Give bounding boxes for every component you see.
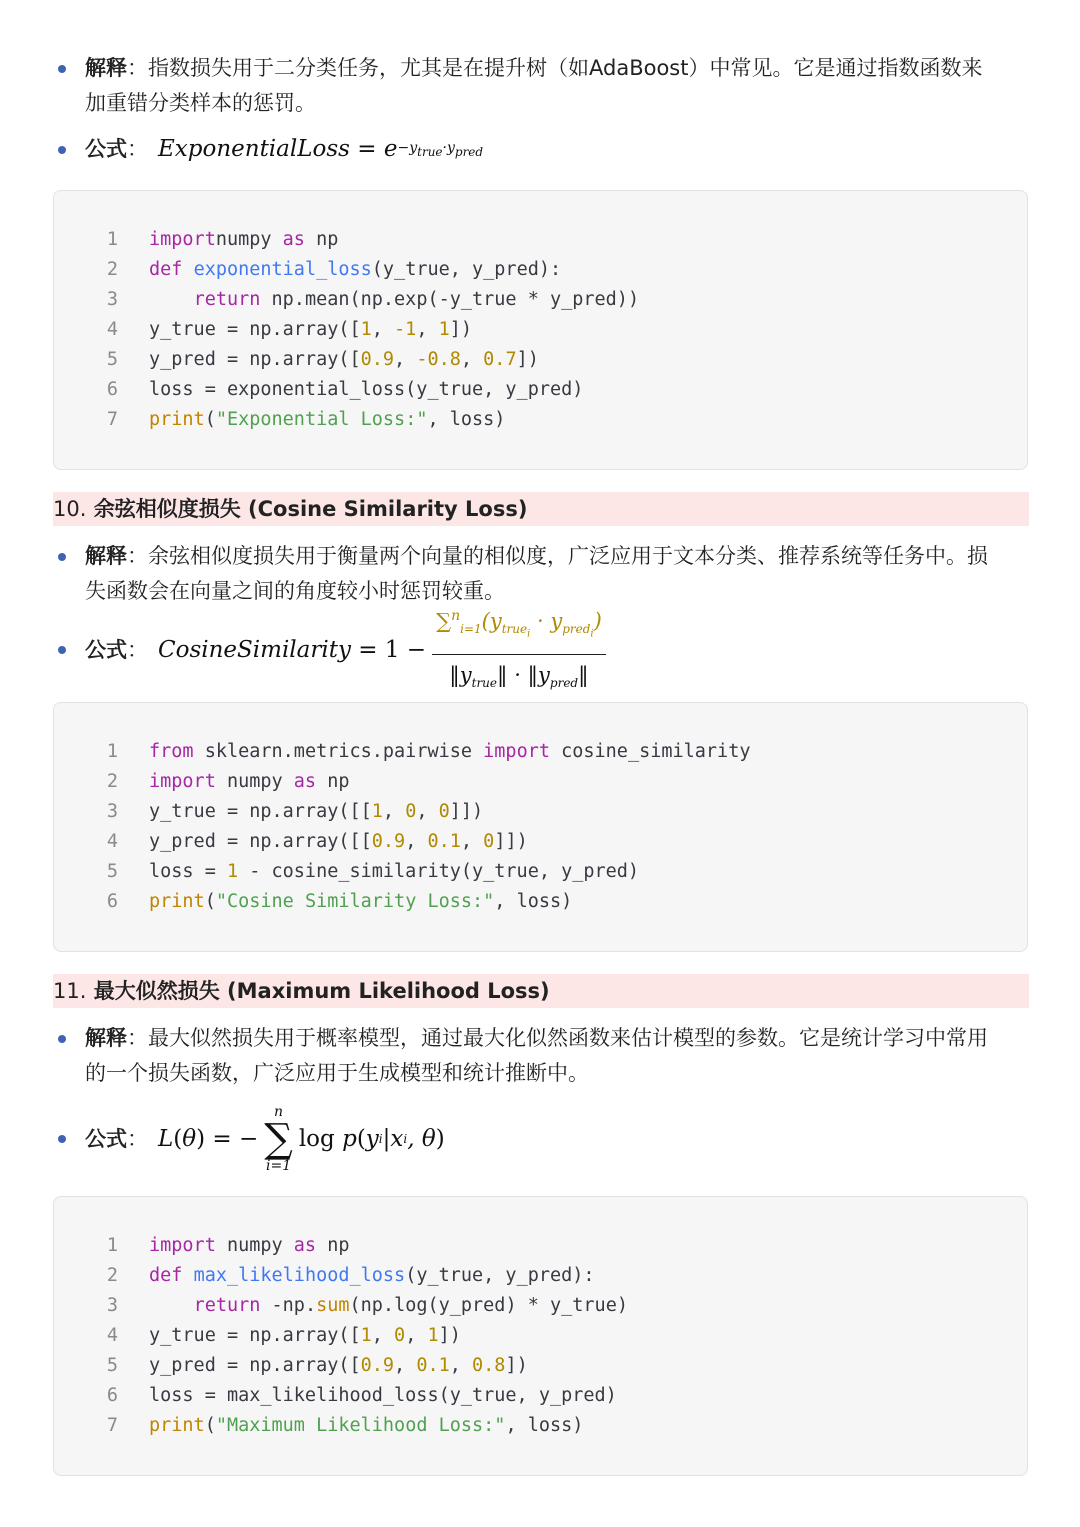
code-token: ,: [405, 831, 428, 852]
code-token: return: [193, 1295, 261, 1316]
formula-item: [55, 607, 1030, 691]
heading-number: 11.: [53, 979, 87, 1003]
code-token: 0.7: [483, 349, 517, 370]
code-token: -1: [394, 319, 417, 340]
code-token: 1: [427, 1325, 439, 1346]
code-token: numpy: [215, 1235, 294, 1256]
code-token: 1: [360, 1325, 372, 1346]
code-text: [149, 1261, 595, 1291]
code-token: ]): [505, 1355, 528, 1376]
formula-item: [55, 1100, 1030, 1178]
code-token: from: [149, 741, 194, 762]
code-text: [149, 375, 583, 405]
line-number: 5: [106, 349, 118, 370]
formula-label: 公式: [85, 637, 127, 662]
explanation-item: [55, 1021, 1030, 1091]
code-token: y_pred = np.array([[: [149, 831, 372, 852]
code-token: 0: [438, 801, 450, 822]
code-token: , loss): [505, 1415, 584, 1436]
code-token: exponential_loss: [193, 259, 372, 280]
code-token: import: [149, 1235, 216, 1256]
code-token: 0.9: [360, 1355, 395, 1376]
formula-label: 公式: [85, 137, 127, 162]
code-token: ,: [371, 1325, 395, 1346]
code-text: [149, 315, 472, 345]
code-token: def: [149, 259, 194, 280]
line-number: 1: [106, 741, 118, 762]
line-number: 3: [106, 289, 118, 310]
code-token: ,: [394, 1355, 417, 1376]
code-token: ]): [438, 1325, 461, 1346]
code-token: y_pred = np.array([: [149, 1355, 361, 1376]
explain-text: ：余弦相似度损失用于衡量两个向量的相似度，广泛应用于文本分类、推荐系统等任务中。损: [127, 544, 988, 568]
code-text: [149, 767, 350, 797]
code-token: def: [149, 1265, 194, 1286]
code-token: ]): [449, 319, 473, 340]
code-token: 0.9: [371, 831, 406, 852]
line-number: 7: [106, 409, 118, 430]
code-token: np.mean(np.exp(-y_true * y_pred)): [260, 289, 640, 310]
line-number: 3: [106, 1295, 118, 1316]
formula-label: 公式: [85, 1126, 127, 1151]
formula-colon: ：: [127, 1126, 148, 1151]
line-number: 3: [106, 801, 118, 822]
code-token: print: [149, 409, 205, 430]
bullet-dot: [58, 1035, 66, 1043]
code-token: ,: [416, 801, 439, 822]
bullet-dot: [58, 553, 66, 561]
code-token: -0.8: [416, 349, 461, 370]
line-number: 6: [106, 1385, 118, 1406]
code-token: ,: [460, 831, 484, 852]
code-token: 0: [483, 831, 495, 852]
code-token: 1: [360, 319, 372, 340]
code-token: "Exponential Loss:": [215, 409, 428, 430]
code-token: 0.1: [427, 831, 461, 852]
code-text: [149, 887, 572, 917]
code-token: - cosine_similarity(y_true, y_pred): [238, 861, 640, 882]
code-text: [149, 255, 561, 285]
code-token: -np.: [260, 1295, 317, 1316]
line-number: 2: [106, 1265, 118, 1286]
code-token: ,: [449, 1355, 473, 1376]
code-token: 1: [226, 861, 239, 882]
code-token: "Maximum Likelihood Loss:": [215, 1415, 506, 1436]
explain-text: ：指数损失用于二分类任务，尤其是在提升树（如AdaBoost）中常见。它是通过指数函数来: [127, 56, 983, 80]
code-token: sklearn.metrics.pairwise: [193, 741, 484, 762]
code-text: [149, 1381, 617, 1411]
code-text: [149, 345, 539, 375]
section-heading: [53, 492, 1029, 526]
code-token: 1: [438, 319, 450, 340]
code-token: (np.log(y_pred) * y_true): [349, 1295, 628, 1316]
code-token: ]): [516, 349, 539, 370]
code-token: np: [304, 229, 339, 250]
bullet-dot: [58, 1135, 66, 1143]
explanation-item: [55, 51, 1030, 121]
code-block: [53, 190, 1028, 470]
code-token: loss = exponential_loss(y_true, y_pred): [149, 379, 584, 400]
explanation-line: 失函数会在向量之间的角度较小时惩罚较重。: [85, 579, 505, 603]
formula-fraction: $\frac{\sum^n_{i=1}(y_{true_i} \cdot y_{pred_i})}{‖y_{true}‖ \cdot ‖y_{pred}‖}$: [432, 599, 606, 702]
code-text: [149, 1351, 528, 1381]
code-token: loss = max_likelihood_loss(y_true, y_pred): [149, 1385, 617, 1406]
code-text: [149, 1231, 350, 1261]
code-token: cosine_similarity: [549, 741, 751, 762]
code-token: numpy: [215, 229, 283, 250]
bullet-dot: [58, 646, 66, 654]
code-token: ]]): [494, 831, 528, 852]
code-token: ,: [405, 1325, 428, 1346]
code-token: as: [293, 771, 317, 792]
code-token: (: [204, 1415, 216, 1436]
formula-colon: ：: [127, 637, 148, 662]
explanation-line: 加重错分类样本的惩罚。: [85, 91, 316, 115]
code-token: [149, 289, 194, 310]
code-token: (: [204, 891, 216, 912]
code-token: ,: [371, 319, 395, 340]
line-number: 5: [106, 1355, 118, 1376]
code-token: [149, 1295, 194, 1316]
code-text: [149, 225, 338, 255]
code-text: [149, 737, 750, 767]
explanation-line: 的一个损失函数，广泛应用于生成模型和统计推断中。: [85, 1061, 589, 1085]
code-token: 1: [371, 801, 383, 822]
explain-label: 解释: [85, 544, 127, 568]
code-token: numpy: [215, 771, 294, 792]
code-token: y_true = np.array([: [149, 1325, 361, 1346]
code-token: print: [149, 891, 205, 912]
code-block: [53, 702, 1028, 952]
code-token: max_likelihood_loss: [193, 1265, 406, 1286]
code-token: import: [149, 229, 216, 250]
code-token: 0.9: [360, 349, 395, 370]
line-number: 6: [106, 379, 118, 400]
heading-number: 10.: [53, 497, 87, 521]
code-text: [149, 857, 639, 887]
code-token: y_true = np.array([: [149, 319, 361, 340]
explain-text: ：最大似然损失用于概率模型，通过最大化似然函数来估计模型的参数。它是统计学习中常用: [127, 1026, 988, 1050]
line-number: 2: [106, 771, 118, 792]
code-text: [149, 1321, 461, 1351]
code-token: (y_true, y_pred):: [405, 1265, 595, 1286]
code-token: import: [149, 771, 216, 792]
formula-item: [55, 130, 1030, 170]
code-text: [149, 1291, 628, 1321]
formula-colon: ：: [127, 137, 148, 162]
likelihood-formula: L ( θ ) = − n ∑ i=1 log p ( y i |x i , θ ): [158, 1104, 445, 1174]
heading-text: 最大似然损失 (Maximum Likelihood Loss): [93, 979, 550, 1003]
code-token: y_true = np.array([[: [149, 801, 372, 822]
heading-text: 余弦相似度损失 (Cosine Similarity Loss): [93, 497, 528, 521]
line-number: 1: [106, 229, 118, 250]
code-token: as: [293, 1235, 317, 1256]
section-heading: [53, 974, 1029, 1008]
code-token: ,: [460, 349, 484, 370]
code-token: , loss): [427, 409, 506, 430]
code-token: "Cosine Similarity Loss:": [215, 891, 495, 912]
explain-label: 解释: [85, 1026, 127, 1050]
code-token: ]]): [449, 801, 484, 822]
code-token: (y_true, y_pred):: [371, 259, 562, 280]
explanation-line: [85, 539, 1030, 574]
explain-label: 解释: [85, 56, 127, 80]
code-text: [149, 1411, 583, 1441]
code-text: [149, 285, 639, 315]
line-number: 7: [106, 1415, 118, 1436]
explanation-line: [85, 51, 1030, 86]
explanation-line: [85, 1021, 1030, 1056]
code-token: 0.1: [416, 1355, 450, 1376]
exponential-loss-formula: ExponentialLoss = e $-y_{true}\cdot y_{pred}$: [158, 136, 484, 163]
line-number: 6: [106, 891, 118, 912]
line-number: 5: [106, 861, 118, 882]
code-token: , loss): [494, 891, 573, 912]
code-token: 0: [394, 1325, 406, 1346]
line-number: 2: [106, 259, 118, 280]
code-token: print: [149, 1415, 205, 1436]
code-text: [149, 797, 483, 827]
code-block: [53, 1196, 1028, 1476]
code-token: 0.8: [472, 1355, 506, 1376]
code-token: np: [316, 771, 350, 792]
cosine-similarity-formula: CosineSimilarity = 1 − $\frac{\sum^n_{i=1}(y_{true_i} \cdot y_{pred_i})}{‖y_{true}‖ \cdot ‖y_{pred}‖}$: [158, 599, 612, 702]
line-number: 4: [106, 831, 118, 852]
bullet-dot: [58, 146, 66, 154]
code-token: sum: [316, 1295, 350, 1316]
code-token: 0: [405, 801, 417, 822]
code-token: as: [282, 229, 305, 250]
code-token: return: [193, 289, 261, 310]
code-token: (: [204, 409, 216, 430]
line-number: 4: [106, 319, 118, 340]
code-token: y_pred = np.array([: [149, 349, 361, 370]
code-text: [149, 827, 528, 857]
line-number: 1: [106, 1235, 118, 1256]
sum-symbol: n ∑ i=1: [264, 1104, 293, 1174]
code-token: ,: [382, 801, 406, 822]
bullet-dot: [58, 65, 66, 73]
code-text: [149, 405, 505, 435]
code-token: ,: [394, 349, 417, 370]
code-token: loss =: [149, 861, 227, 882]
code-token: ,: [416, 319, 439, 340]
code-token: import: [483, 741, 550, 762]
code-token: np: [316, 1235, 350, 1256]
line-number: 4: [106, 1325, 118, 1346]
